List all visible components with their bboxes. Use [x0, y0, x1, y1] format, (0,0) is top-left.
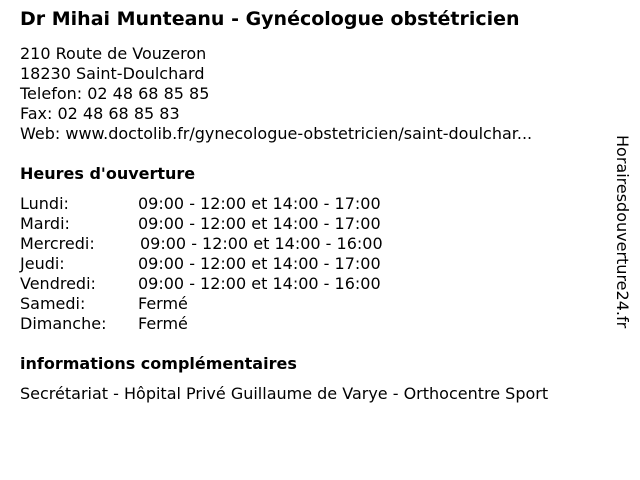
hours-row-mardi	[20, 214, 440, 234]
day-hours: 09:00 - 12:00 et 14:00 - 16:00	[138, 274, 381, 293]
day-hours: 09:00 - 12:00 et 14:00 - 16:00	[140, 234, 383, 253]
site-watermark-text: Horairesdouverture24.fr	[613, 135, 632, 329]
day-hours: Fermé	[138, 294, 188, 313]
day-label: Lundi:	[20, 194, 69, 213]
address-street: 210 Route de Vouzeron	[20, 44, 207, 63]
day-label: Mardi:	[20, 214, 70, 233]
website-link[interactable]: Web: www.doctolib.fr/gynecologue-obstetricien/saint-doulchar...	[20, 124, 533, 143]
additional-info-heading: informations complémentaires	[20, 354, 297, 373]
additional-info-text: Secrétariat - Hôpital Privé Guillaume de Varye - Orthocentre Sport	[20, 384, 549, 403]
day-hours: Fermé	[138, 314, 188, 333]
day-label: Jeudi:	[20, 254, 65, 273]
hours-row-lundi	[20, 194, 440, 214]
day-label: Mercredi:	[20, 234, 95, 253]
fax-number: Fax: 02 48 68 85 83	[20, 104, 180, 123]
day-hours: 09:00 - 12:00 et 14:00 - 17:00	[138, 194, 381, 213]
address-city: 18230 Saint-Doulchard	[20, 64, 205, 83]
day-label: Vendredi:	[20, 274, 96, 293]
hours-row-jeudi	[20, 254, 440, 274]
opening-hours-heading: Heures d'ouverture	[20, 164, 196, 183]
hours-row-dimanche	[20, 314, 440, 334]
hours-row-vendredi	[20, 274, 440, 294]
day-hours: 09:00 - 12:00 et 14:00 - 17:00	[138, 254, 381, 273]
hours-row-samedi	[20, 294, 440, 314]
day-hours: 09:00 - 12:00 et 14:00 - 17:00	[138, 214, 381, 233]
hours-row-mercredi	[20, 234, 440, 254]
site-watermark	[612, 135, 632, 375]
day-label: Samedi:	[20, 294, 86, 313]
page-title: Dr Mihai Munteanu - Gynécologue obstétricien	[20, 8, 520, 30]
day-label: Dimanche:	[20, 314, 107, 333]
phone-number: Telefon: 02 48 68 85 85	[20, 84, 210, 103]
